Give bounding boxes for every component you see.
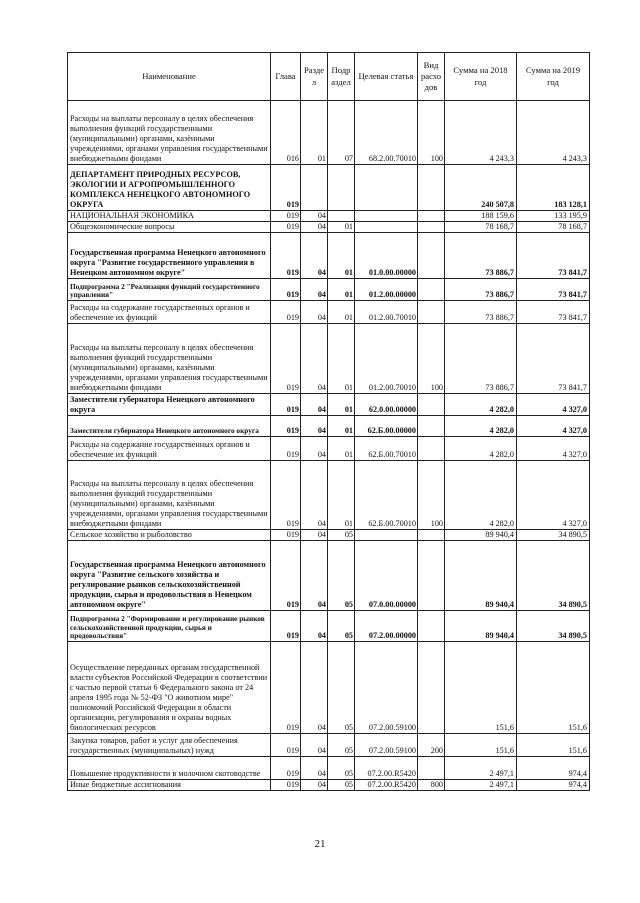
row-target: 07.2.00.59100 bbox=[355, 734, 418, 757]
row-target: 62.0.00.00000 bbox=[355, 394, 418, 416]
row-name: Расходы на выплаты персоналу в целях обеспечения выполнения функций государственными (муниципальными) органами, казёнными учреждениями, органами управления государственными внебюджетными фондами bbox=[68, 324, 271, 394]
header-row bbox=[68, 53, 590, 101]
row-name: ДЕПАРТАМЕНТ ПРИРОДНЫХ РЕСУРСОВ, ЭКОЛОГИИ И АГРОПРОМЫШЛЕННОГО КОМПЛЕКСА НЕНЕЦКОГО АВТОНОМНОГО ОКРУГА bbox=[68, 165, 271, 211]
budget-table bbox=[67, 52, 590, 791]
row-razdel: 04 bbox=[301, 233, 328, 279]
row-vid bbox=[418, 530, 445, 541]
row-sum2019: 4 327,0 bbox=[517, 437, 590, 461]
row-podrazdel: 01 bbox=[328, 437, 355, 461]
row-target: 01.2.00.70010 bbox=[355, 301, 418, 324]
row-razdel: 04 bbox=[301, 416, 328, 437]
row-glava: 019 bbox=[271, 301, 301, 324]
row-razdel: 04 bbox=[301, 324, 328, 394]
table-row bbox=[68, 222, 590, 233]
row-sum2018: 89 940,4 bbox=[445, 541, 517, 611]
row-podrazdel: 01 bbox=[328, 324, 355, 394]
row-podrazdel: 05 bbox=[328, 757, 355, 780]
row-vid bbox=[418, 301, 445, 324]
table-row bbox=[68, 101, 590, 165]
row-sum2019: 974,4 bbox=[517, 780, 590, 791]
row-sum2019: 4 243,3 bbox=[517, 101, 590, 165]
row-vid bbox=[418, 611, 445, 642]
row-name: НАЦИОНАЛЬНАЯ ЭКОНОМИКА bbox=[68, 211, 271, 222]
row-sum2019: 34 890,5 bbox=[517, 530, 590, 541]
row-sum2018: 240 507,8 bbox=[445, 165, 517, 211]
row-podrazdel: 05 bbox=[328, 541, 355, 611]
row-sum2019: 73 841,7 bbox=[517, 233, 590, 279]
row-name: Расходы на содержание государственных органов и обеспечение их функций bbox=[68, 437, 271, 461]
row-name: Расходы на выплаты персоналу в целях обеспечения выполнения функций государственными (муниципальными) органами, казёнными учреждениями, органами управления государственными внебюджетными фондами bbox=[68, 461, 271, 530]
table-row bbox=[68, 324, 590, 394]
row-sum2018: 73 886,7 bbox=[445, 279, 517, 301]
row-target bbox=[355, 211, 418, 222]
table-row bbox=[68, 165, 590, 211]
row-podrazdel: 01 bbox=[328, 233, 355, 279]
row-podrazdel: 07 bbox=[328, 101, 355, 165]
row-podrazdel: 05 bbox=[328, 734, 355, 757]
row-glava: 019 bbox=[271, 757, 301, 780]
row-target: 07.2.00.59100 bbox=[355, 642, 418, 734]
row-sum2018: 4 243,3 bbox=[445, 101, 517, 165]
row-vid bbox=[418, 437, 445, 461]
row-target: 62.Б.00.00000 bbox=[355, 416, 418, 437]
table-row bbox=[68, 301, 590, 324]
header-target: Целевая статья bbox=[355, 53, 418, 101]
row-razdel: 04 bbox=[301, 757, 328, 780]
header-sum2019: Сумма на 2019 год bbox=[517, 53, 590, 101]
table-row bbox=[68, 416, 590, 437]
row-podrazdel: 01 bbox=[328, 301, 355, 324]
row-target: 01.2.00.00000 bbox=[355, 279, 418, 301]
row-vid bbox=[418, 416, 445, 437]
row-vid: 100 bbox=[418, 461, 445, 530]
row-vid: 800 bbox=[418, 780, 445, 791]
row-target: 01.0.00.00000 bbox=[355, 233, 418, 279]
row-target: 62.Б.00.70010 bbox=[355, 437, 418, 461]
row-sum2019: 183 128,1 bbox=[517, 165, 590, 211]
table-row bbox=[68, 530, 590, 541]
row-razdel: 04 bbox=[301, 211, 328, 222]
row-name: Подпрограмма 2 "Формирование и регулирование рынков сельскохозяйственной продукции, сырья и продовольствия" bbox=[68, 611, 271, 642]
row-target: 68.2.00.70010 bbox=[355, 101, 418, 165]
row-razdel: 04 bbox=[301, 611, 328, 642]
row-sum2019: 133 195,9 bbox=[517, 211, 590, 222]
row-podrazdel: 05 bbox=[328, 780, 355, 791]
row-target bbox=[355, 222, 418, 233]
row-vid: 100 bbox=[418, 324, 445, 394]
row-target: 07.2.00.R5420 bbox=[355, 780, 418, 791]
row-glava: 019 bbox=[271, 279, 301, 301]
row-razdel: 04 bbox=[301, 541, 328, 611]
row-razdel: 04 bbox=[301, 530, 328, 541]
row-sum2018: 4 282,0 bbox=[445, 461, 517, 530]
table-row bbox=[68, 279, 590, 301]
row-glava: 019 bbox=[271, 541, 301, 611]
row-sum2019: 4 327,0 bbox=[517, 394, 590, 416]
row-sum2019: 974,4 bbox=[517, 757, 590, 780]
row-sum2019: 151,6 bbox=[517, 734, 590, 757]
row-vid bbox=[418, 757, 445, 780]
row-podrazdel: 01 bbox=[328, 461, 355, 530]
row-razdel: 04 bbox=[301, 394, 328, 416]
row-razdel: 04 bbox=[301, 279, 328, 301]
table-row bbox=[68, 611, 590, 642]
row-sum2018: 73 886,7 bbox=[445, 301, 517, 324]
row-glava: 019 bbox=[271, 780, 301, 791]
row-target: 07.0.00.00000 bbox=[355, 541, 418, 611]
row-name: Общеэкономические вопросы bbox=[68, 222, 271, 233]
row-podrazdel bbox=[328, 211, 355, 222]
row-vid bbox=[418, 233, 445, 279]
row-vid bbox=[418, 642, 445, 734]
row-sum2018: 2 497,1 bbox=[445, 757, 517, 780]
row-razdel bbox=[301, 165, 328, 211]
row-target bbox=[355, 165, 418, 211]
row-razdel: 04 bbox=[301, 734, 328, 757]
row-target: 62.Б.00.70010 bbox=[355, 461, 418, 530]
row-glava: 019 bbox=[271, 165, 301, 211]
row-target: 07.2.00.00000 bbox=[355, 611, 418, 642]
table-row bbox=[68, 642, 590, 734]
row-podrazdel: 05 bbox=[328, 642, 355, 734]
row-podrazdel: 01 bbox=[328, 394, 355, 416]
row-target bbox=[355, 530, 418, 541]
table-row bbox=[68, 461, 590, 530]
row-sum2019: 151,6 bbox=[517, 642, 590, 734]
row-sum2019: 4 327,0 bbox=[517, 416, 590, 437]
row-glava: 019 bbox=[271, 394, 301, 416]
row-glava: 019 bbox=[271, 734, 301, 757]
row-vid bbox=[418, 211, 445, 222]
row-glava: 019 bbox=[271, 211, 301, 222]
row-glava: 019 bbox=[271, 416, 301, 437]
row-glava: 016 bbox=[271, 101, 301, 165]
row-podrazdel: 01 bbox=[328, 222, 355, 233]
row-podrazdel: 01 bbox=[328, 416, 355, 437]
table-row bbox=[68, 211, 590, 222]
row-sum2019: 78 168,7 bbox=[517, 222, 590, 233]
row-razdel: 04 bbox=[301, 437, 328, 461]
header-razdel: Разде л bbox=[301, 53, 328, 101]
row-name: Заместители губернатора Ненецкого автономного округа bbox=[68, 416, 271, 437]
table-row bbox=[68, 734, 590, 757]
row-sum2018: 2 497,1 bbox=[445, 780, 517, 791]
row-razdel: 04 bbox=[301, 461, 328, 530]
table-row bbox=[68, 780, 590, 791]
row-sum2019: 73 841,7 bbox=[517, 301, 590, 324]
row-name: Расходы на содержание государственных органов и обеспечение их функций bbox=[68, 301, 271, 324]
row-vid bbox=[418, 541, 445, 611]
header-name: Наименование bbox=[68, 53, 271, 101]
row-podrazdel: 01 bbox=[328, 279, 355, 301]
row-sum2018: 78 168,7 bbox=[445, 222, 517, 233]
row-razdel: 04 bbox=[301, 642, 328, 734]
row-glava: 019 bbox=[271, 233, 301, 279]
header-sum2018: Сумма на 2018 год bbox=[445, 53, 517, 101]
row-razdel: 04 bbox=[301, 222, 328, 233]
table-row bbox=[68, 233, 590, 279]
row-name: Расходы на выплаты персоналу в целях обеспечения выполнения функций государственными (муниципальными) органами, казёнными учреждениями, органами управления государственными внебюджетными фондами bbox=[68, 101, 271, 165]
table-row bbox=[68, 541, 590, 611]
row-sum2018: 151,6 bbox=[445, 642, 517, 734]
page-number: 21 bbox=[314, 838, 326, 850]
row-name: Государственная программа Ненецкого автономного округа "Развитие сельского хозяйства и регулирование рынков сельскохозяйственной продукции, сырья и продовольствия в Ненецком автономном округе" bbox=[68, 541, 271, 611]
row-podrazdel: 05 bbox=[328, 611, 355, 642]
row-target: 07.2.00.R5420 bbox=[355, 757, 418, 780]
row-name: Осуществление переданных органам государственной власти субъектов Российской Федерации в соответствии с частью первой статьи 6 Федерального закона от 24 апреля 1995 года № 52-ФЗ "О животном мире" полномочий Российской Федерации в области организации, регулирования и охраны водных биологических ресурсов bbox=[68, 642, 271, 734]
row-glava: 019 bbox=[271, 461, 301, 530]
row-glava: 019 bbox=[271, 611, 301, 642]
row-vid bbox=[418, 394, 445, 416]
row-name: Сельское хозяйство и рыболовство bbox=[68, 530, 271, 541]
row-sum2018: 89 940,4 bbox=[445, 530, 517, 541]
row-sum2019: 34 890,5 bbox=[517, 611, 590, 642]
row-sum2019: 4 327,0 bbox=[517, 461, 590, 530]
row-glava: 019 bbox=[271, 437, 301, 461]
row-sum2018: 4 282,0 bbox=[445, 394, 517, 416]
row-podrazdel bbox=[328, 165, 355, 211]
table-row bbox=[68, 394, 590, 416]
table-row bbox=[68, 757, 590, 780]
row-name: Иные бюджетные ассигнования bbox=[68, 780, 271, 791]
row-glava: 019 bbox=[271, 530, 301, 541]
row-sum2018: 89 940,4 bbox=[445, 611, 517, 642]
row-razdel: 04 bbox=[301, 301, 328, 324]
header-vid: Вид расхо дов bbox=[418, 53, 445, 101]
row-sum2019: 73 841,7 bbox=[517, 324, 590, 394]
row-name: Государственная программа Ненецкого автономного округа "Развитие государственного управления в Ненецком автономном округе" bbox=[68, 233, 271, 279]
row-sum2018: 4 282,0 bbox=[445, 437, 517, 461]
row-glava: 019 bbox=[271, 324, 301, 394]
row-sum2018: 4 282,0 bbox=[445, 416, 517, 437]
row-sum2018: 151,6 bbox=[445, 734, 517, 757]
row-vid: 200 bbox=[418, 734, 445, 757]
row-sum2018: 73 886,7 bbox=[445, 324, 517, 394]
row-sum2019: 34 890,5 bbox=[517, 541, 590, 611]
row-glava: 019 bbox=[271, 222, 301, 233]
row-vid bbox=[418, 165, 445, 211]
row-sum2018: 73 886,7 bbox=[445, 233, 517, 279]
row-podrazdel: 05 bbox=[328, 530, 355, 541]
header-glava: Глава bbox=[271, 53, 301, 101]
row-sum2018: 188 159,6 bbox=[445, 211, 517, 222]
row-razdel: 04 bbox=[301, 780, 328, 791]
row-name: Подпрограмма 2 "Реализация функций государственного управления" bbox=[68, 279, 271, 301]
row-target: 01.2.00.70010 bbox=[355, 324, 418, 394]
header-podrazdel: Подр аздел bbox=[328, 53, 355, 101]
row-glava: 019 bbox=[271, 642, 301, 734]
row-name: Повышение продуктивности в молочном скотоводстве bbox=[68, 757, 271, 780]
row-vid: 100 bbox=[418, 101, 445, 165]
row-sum2019: 73 841,7 bbox=[517, 279, 590, 301]
row-name: Закупка товаров, работ и услуг для обеспечения государственных (муниципальных) нужд bbox=[68, 734, 271, 757]
row-vid bbox=[418, 222, 445, 233]
row-name: Заместители губернатора Ненецкого автономного округа bbox=[68, 394, 271, 416]
row-razdel: 01 bbox=[301, 101, 328, 165]
row-vid bbox=[418, 279, 445, 301]
table-row bbox=[68, 437, 590, 461]
